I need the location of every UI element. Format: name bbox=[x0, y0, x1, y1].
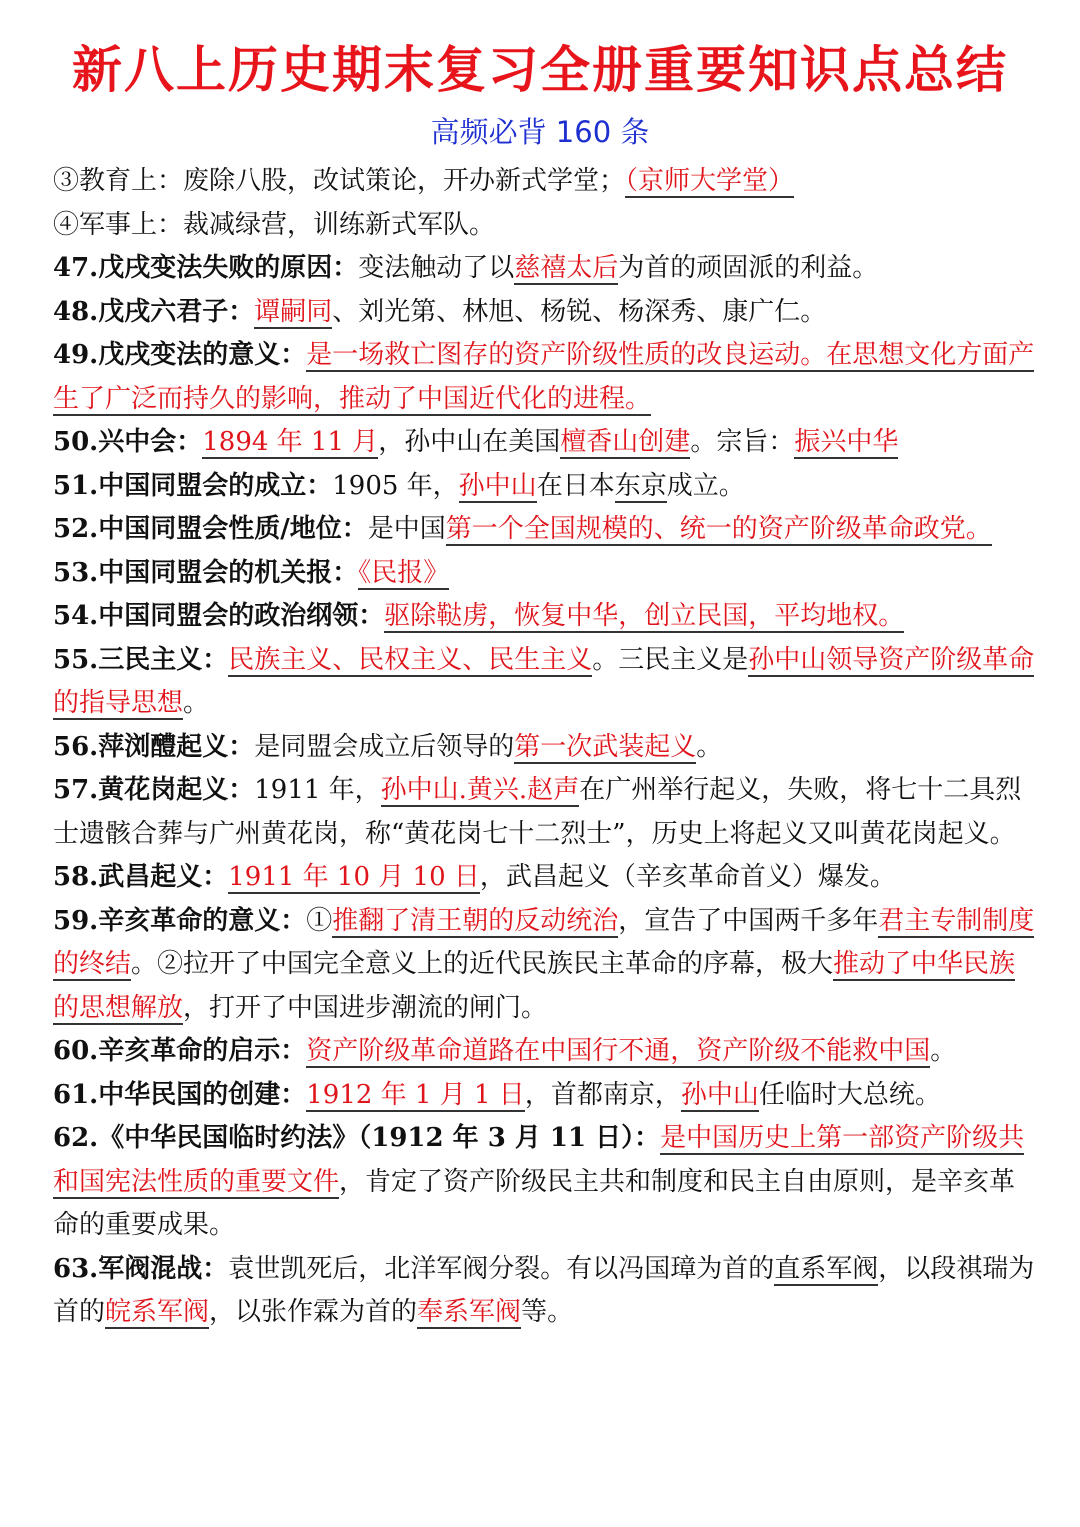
answer-text: 驱除鞑虏，恢复中华，创立民国，平均地权。 bbox=[384, 601, 905, 631]
item-heading: 49.戊戌变法的意义： bbox=[53, 340, 307, 370]
body-text: ，以张作霖为首的 bbox=[209, 1297, 418, 1327]
body-text: ，肯定了资产阶级民主共和制度和民主自由原则，是辛亥革命的重要成果。 bbox=[53, 1166, 1016, 1240]
answer-text: 是中国历史上第一部资产阶级共和国宪法性质的重要文件 bbox=[53, 1123, 1025, 1197]
item-heading: 61.中华民国的创建： bbox=[53, 1079, 307, 1110]
body-text: ，宣告了中国两千多年 bbox=[618, 905, 879, 936]
body-text: 袁世凯死后，北洋军阀分裂。有以冯国璋为首的 bbox=[228, 1253, 775, 1284]
item-heading: 54.中国同盟会的政治纲领： bbox=[53, 601, 385, 631]
item-heading: 63.军阀混战： bbox=[53, 1253, 229, 1284]
answer-text: 第一次武装起义 bbox=[514, 731, 697, 762]
knowledge-item bbox=[53, 334, 1038, 421]
knowledge-list bbox=[53, 160, 1038, 1335]
item-heading: 51.中国同盟会的成立： bbox=[53, 470, 333, 501]
body-text: 任临时大总统。 bbox=[758, 1079, 941, 1110]
answer-text: 第一个全国规模的、统一的资产阶级革命政党。 bbox=[445, 514, 992, 544]
item-heading: 57.黄花岗起义： bbox=[53, 775, 255, 805]
knowledge-item bbox=[53, 726, 1038, 770]
answer-text: 孙中山领导资产阶级革命的指导思想 bbox=[53, 644, 1035, 718]
knowledge-item bbox=[53, 1117, 1038, 1248]
knowledge-item bbox=[53, 1248, 1038, 1335]
item-heading: 62.《中华民国临时约法》（1912 年 3 月 11 日）： bbox=[53, 1123, 661, 1153]
body-text: 。②拉开了中国完全意义上的近代民族民主革命的序幕，极大 bbox=[131, 949, 834, 979]
body-text: 等。 bbox=[521, 1297, 574, 1327]
body-text: 成立。 bbox=[666, 470, 745, 501]
body-text: 。 bbox=[183, 688, 210, 718]
answer-text: 皖系军阀 bbox=[105, 1297, 210, 1327]
body-text: ，以段祺瑞为首的 bbox=[53, 1253, 1035, 1327]
item-heading: 52.中国同盟会性质/地位： bbox=[53, 514, 368, 544]
knowledge-item bbox=[53, 160, 1038, 204]
answer-text: 资产阶级革命道路在中国行不通，资产阶级不能救中国 bbox=[306, 1036, 931, 1066]
body-text: 变法触动了以 bbox=[358, 253, 515, 283]
item-heading: 47.戊戌变法失败的原因： bbox=[53, 253, 359, 283]
body-text: ，孙中山在美国 bbox=[378, 427, 561, 457]
body-text: ③教育上：废除八股，改试策论，开办新式学堂； bbox=[53, 166, 626, 196]
knowledge-item bbox=[53, 900, 1038, 1031]
body-text: 。 bbox=[696, 731, 723, 762]
answer-text: 推翻了清王朝的反动统治 bbox=[332, 905, 619, 936]
answer-text: 《民报》 bbox=[358, 557, 450, 588]
page-title: 新八上历史期末复习全册重要知识点总结 bbox=[72, 41, 1008, 99]
answer-text: 1912 年 1 月 1 日 bbox=[306, 1079, 525, 1110]
body-text: 为首的顽固派的利益。 bbox=[618, 253, 879, 283]
item-heading: 55.三民主义： bbox=[53, 644, 229, 675]
knowledge-item bbox=[53, 465, 1038, 509]
body-text: 。宗旨： bbox=[690, 427, 795, 457]
knowledge-item bbox=[53, 204, 1038, 248]
answer-text: 振兴中华 bbox=[794, 427, 899, 457]
knowledge-item bbox=[53, 247, 1038, 291]
body-text: 1911 年， bbox=[254, 775, 381, 805]
item-heading: 60.辛亥革命的启示： bbox=[53, 1036, 307, 1066]
body-text: ，首都南京， bbox=[524, 1079, 681, 1110]
answer-text: 慈禧太后 bbox=[514, 253, 619, 283]
answer-text: 谭嗣同 bbox=[254, 296, 333, 327]
knowledge-item bbox=[53, 508, 1038, 552]
item-heading: 58.武昌起义： bbox=[53, 862, 229, 892]
answer-text: 孙中山 bbox=[458, 470, 537, 501]
body-text: 在日本 bbox=[536, 470, 615, 501]
page-subtitle: 高频必背 160 条 bbox=[430, 115, 650, 149]
answer-text: （京师大学堂） bbox=[625, 166, 795, 196]
item-heading: 48.戊戌六君子： bbox=[53, 296, 255, 327]
item-heading: 59.辛亥革命的意义： bbox=[53, 905, 307, 936]
answer-text: 孙中山 bbox=[680, 1079, 759, 1110]
knowledge-item bbox=[53, 595, 1038, 639]
knowledge-item bbox=[53, 552, 1038, 596]
answer-text: 1894 年 11 月 bbox=[202, 427, 379, 457]
body-text: 。三民主义是 bbox=[592, 644, 749, 675]
knowledge-item bbox=[53, 639, 1038, 726]
answer-text: 推动了中华民族的思想解放 bbox=[53, 949, 1016, 1023]
body-text: 1905 年， bbox=[332, 470, 459, 501]
answer-text: 檀香山创建 bbox=[560, 427, 691, 457]
knowledge-item bbox=[53, 421, 1038, 465]
body-text: ① bbox=[306, 905, 333, 936]
knowledge-item bbox=[53, 769, 1038, 856]
answer-text: 是一场救亡图存的资产阶级性质的改良运动。在思想文化方面产生了广泛而持久的影响，推动了中国近代化的进程。 bbox=[53, 340, 1035, 414]
item-heading: 50.兴中会： bbox=[53, 427, 203, 457]
answer-text: 奉系军阀 bbox=[417, 1297, 522, 1327]
answer-text: 民族主义、民权主义、民生主义 bbox=[228, 644, 593, 675]
body-text: 是中国 bbox=[367, 514, 446, 544]
underlined-text: 直系军阀 bbox=[774, 1253, 879, 1284]
knowledge-item bbox=[53, 856, 1038, 900]
underlined-text: 东京 bbox=[614, 470, 667, 501]
body-text: 。 bbox=[930, 1036, 957, 1066]
item-heading: 56.萍浏醴起义： bbox=[53, 731, 255, 762]
answer-text: 1911 年 10 月 10 日 bbox=[228, 862, 480, 892]
knowledge-item bbox=[53, 1074, 1038, 1118]
body-text: 在广州举行起义，失败，将七十二具烈士遗骸合葬与广州黄花岗，称“黄花岗七十二烈士”，历史上将起义又叫黄花岗起义。 bbox=[53, 775, 1022, 849]
knowledge-item bbox=[53, 291, 1038, 335]
body-text: ，打开了中国进步潮流的闸门。 bbox=[183, 992, 548, 1023]
body-text: 、刘光第、林旭、杨锐、杨深秀、康广仁。 bbox=[332, 296, 827, 327]
body-text: ，武昌起义（辛亥革命首义）爆发。 bbox=[479, 862, 896, 892]
answer-text: 君主专制制度的终结 bbox=[53, 905, 1035, 979]
knowledge-item bbox=[53, 1030, 1038, 1074]
item-heading: 53.中国同盟会的机关报： bbox=[53, 557, 359, 588]
answer-text: 孙中山.黄兴.赵声 bbox=[380, 775, 580, 805]
body-text: ④军事上：裁减绿营，训练新式军队。 bbox=[53, 209, 496, 240]
body-text: 是同盟会成立后领导的 bbox=[254, 731, 515, 762]
